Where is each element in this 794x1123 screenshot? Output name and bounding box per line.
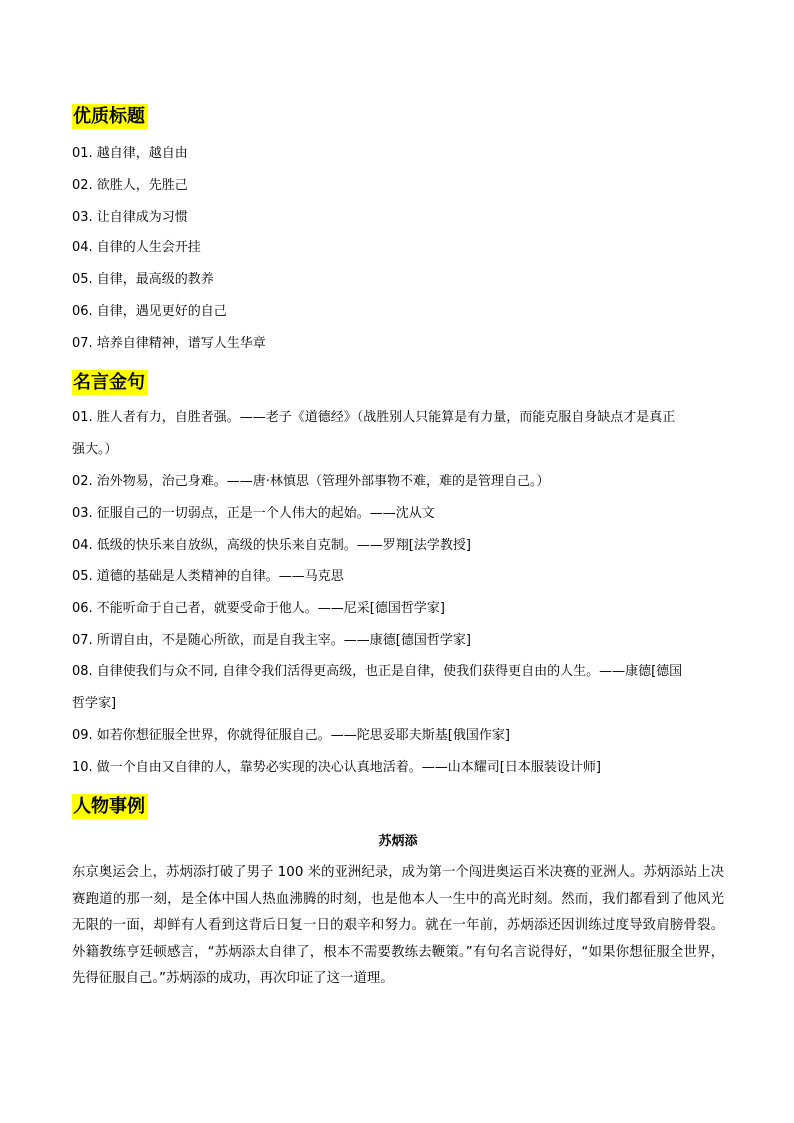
list-item: 06. 不能听命于自己者，就要受命于他人。——尼采[德国哲学家] — [72, 601, 445, 616]
list-item: 04. 低级的快乐来自放纵，高级的快乐来自克制。——罗翔[法学教授] — [72, 538, 471, 553]
quote-item-08 — [72, 662, 724, 714]
example-person-name: 苏炳添 — [378, 834, 418, 849]
section-heading-examples: 人物事例 — [72, 794, 148, 819]
list-item: 06. 自律，遇见更好的自己 — [72, 304, 227, 319]
list-item: 05. 自律，最高级的教养 — [72, 272, 214, 287]
list-item: 01. 越自律，越自由 — [72, 146, 188, 161]
list-item: 07. 所谓自由，不是随心所欲，而是自我主宰。——康德[德国哲学家] — [72, 633, 471, 648]
list-item: 02. 欲胜人，先胜己 — [72, 178, 188, 193]
quote-item-09: 09. 如若你想征服全世界，你就得征服自己。——陀思妥耶夫斯基[俄国作家] — [72, 728, 510, 743]
quote-01-line2: 强大。） — [72, 442, 118, 457]
list-item: 03. 让自律成为习惯 — [72, 210, 188, 225]
list-item: 07. 培养自律精神，谱写人生华章 — [72, 336, 266, 351]
section-heading-titles: 优质标题 — [72, 104, 148, 129]
list-item: 03. 征服自己的一切弱点，正是一个人伟大的起始。——沈从文 — [72, 506, 435, 521]
list-item: 05. 道德的基础是人类精神的自律。——马克思 — [72, 569, 344, 584]
example-paragraph: 东京奥运会上，苏炳添打破了男子 100 米的亚洲纪录，成为第一个闯进奥运百米决赛的亚洲人。苏炳添站上决赛跑道的那一刻，是全体中国人热血沸腾的时刻，也是他本人一生中的高光时刻。然而，我们都看到了他风光无限的一面，却鲜有人看到这背后日复一日的艰辛和努力。就在一年前，苏炳添还因训练过度导致肩膀骨裂。外籍教练亨廷顿感言，“苏炳添太自律了，根本不需要教练去鞭策。”有句名言说得好，“如果你想征服全世界，先得征服自己。”苏炳添的成功，再次印证了这一道理。 — [72, 865, 724, 986]
quote-item-10: 10. 做一个自由又自律的人，靠势必实现的决心认真地活着。——山本耀司[日本服装设计师] — [72, 760, 601, 775]
quote-08-line1: 08. 自律使我们与众不同, 自律令我们活得更高级，也正是自律，使我们获得更自由的人生。——康德[德国 — [72, 664, 683, 679]
quote-08-line2: 哲学家] — [72, 696, 117, 711]
list-item: 02. 治外物易，治己身难。——唐·林慎思（管理外部事物不难，难的是管理自己。） — [72, 474, 550, 489]
quote-01-line1: 01. 胜人者有力，自胜者强。——老子《道德经》（战胜别人只能算是有力量，而能克服自身缺点才是真正 — [72, 410, 676, 425]
quote-item-01 — [72, 408, 724, 460]
section-heading-quotes: 名言金句 — [72, 370, 148, 395]
list-item: 04. 自律的人生会开挂 — [72, 240, 201, 255]
